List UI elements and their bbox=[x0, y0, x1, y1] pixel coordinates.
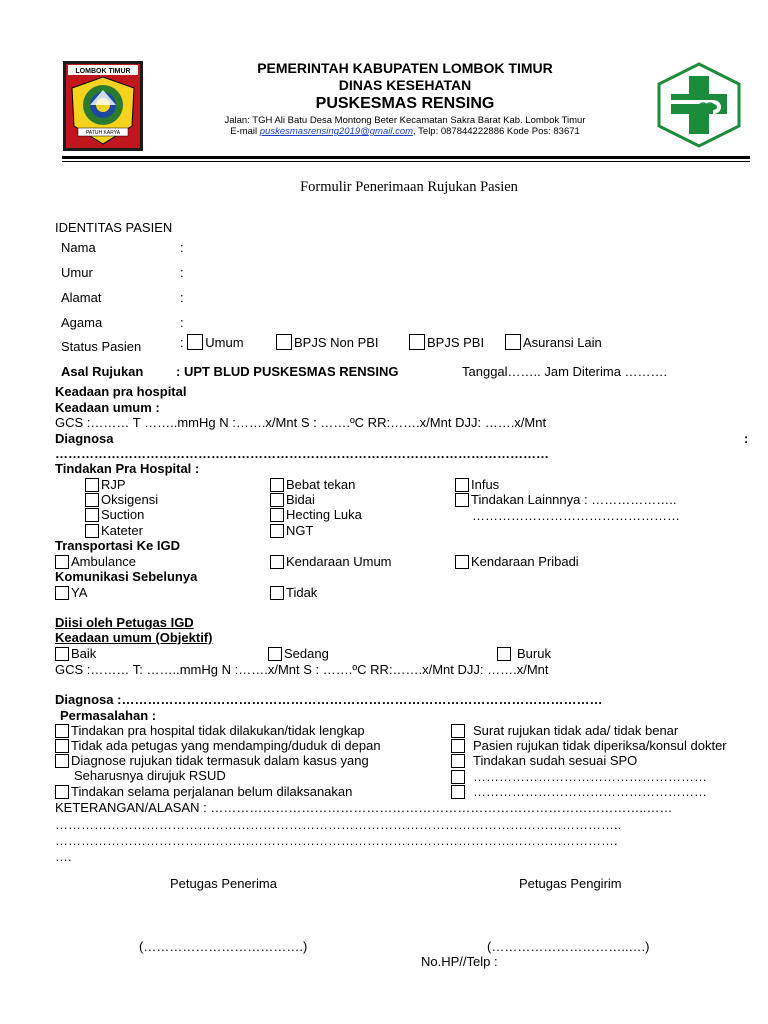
checkbox-bebat-tekan[interactable] bbox=[270, 478, 284, 492]
keterangan-line-3: …………………………………………………………………………………………………………………. bbox=[55, 833, 618, 848]
tindakan-oksigensi-row bbox=[85, 492, 158, 507]
tindakan-hecting-luka: Hecting Luka bbox=[286, 507, 362, 522]
pra-vitals: GCS :……… T ……..mmHg N :…….x/Mnt S : …….ºC RR:…….x/Mnt DJJ: …….x/Mnt bbox=[55, 415, 547, 430]
header-address: Jalan: TGH Ali Batu Desa Montong Beter Kecamatan Sakra Barat Kab. Lombok Timur bbox=[224, 115, 586, 126]
igd-buruk: Buruk bbox=[517, 646, 551, 661]
email-label: E-mail bbox=[230, 126, 258, 137]
masalah-right-4: ……………………………………………… bbox=[473, 769, 707, 784]
colon-alamat: : bbox=[180, 290, 184, 305]
checkbox-kateter[interactable] bbox=[85, 524, 99, 538]
igd-baik-row bbox=[55, 646, 96, 661]
checkbox-masalah-left-3[interactable] bbox=[55, 754, 69, 768]
checkbox-masalah-right-4[interactable] bbox=[451, 770, 465, 784]
tindakan-hecting-row bbox=[270, 507, 362, 522]
komunikasi-heading: Komunikasi Sebelunya bbox=[55, 569, 198, 584]
masalah-left-2-row bbox=[55, 738, 381, 753]
logo-left-motto: PATUH KARYA bbox=[85, 130, 121, 136]
checkbox-masalah-right-2[interactable] bbox=[451, 739, 465, 753]
tindakan-lainnya-row bbox=[455, 492, 676, 507]
checkbox-infus[interactable] bbox=[455, 478, 469, 492]
masalah-left-3-row bbox=[55, 753, 369, 768]
transport-pribadi-row bbox=[455, 554, 579, 569]
label-alamat: Alamat bbox=[61, 290, 102, 305]
transport-heading: Transportasi Ke IGD bbox=[55, 538, 180, 553]
keterangan-line-1: KETERANGAN/ALASAN : ………………………………………………………………………………………..…… bbox=[55, 800, 673, 815]
status-bpjs-nonpbi: BPJS Non PBI bbox=[294, 335, 379, 350]
petugas-pengirim-label: Petugas Pengirim bbox=[519, 876, 622, 891]
checkbox-masalah-right-5[interactable] bbox=[451, 785, 465, 799]
checkbox-bidai[interactable] bbox=[270, 493, 284, 507]
checkbox-rjp[interactable] bbox=[85, 478, 99, 492]
email-link[interactable]: puskesmasrensing2019@gmail.com bbox=[259, 126, 414, 137]
checkbox-ya[interactable] bbox=[55, 586, 69, 600]
masalah-left-1: Tindakan pra hospital tidak dilakukan/tidak lengkap bbox=[71, 723, 365, 738]
igd-sedang: Sedang bbox=[284, 646, 329, 661]
masalah-right-1-row bbox=[451, 723, 678, 738]
form-title: Formulir Penerimaan Rujukan Pasien bbox=[300, 179, 518, 195]
checkbox-masalah-left-4[interactable] bbox=[55, 785, 69, 799]
komunikasi-ya: YA bbox=[71, 585, 88, 600]
colon-nama: : bbox=[180, 240, 184, 255]
igd-vitals: GCS :……… T: ……..mmHg N :…….x/Mnt S : …….ºC RR:…….x/Mnt DJJ: …….x/Mnt bbox=[55, 662, 549, 677]
checkbox-ngt[interactable] bbox=[270, 524, 284, 538]
igd-sedang-row bbox=[268, 646, 329, 661]
checkbox-hecting-luka[interactable] bbox=[270, 508, 284, 522]
pra-diagnosa: Diagnosa bbox=[55, 431, 114, 446]
komunikasi-tidak: Tidak bbox=[286, 585, 318, 600]
igd-keadaan-umum: Keadaan umum (Objektif) bbox=[55, 630, 213, 645]
checkbox-tindakan-lainnya[interactable] bbox=[455, 493, 469, 507]
keterangan-line-2: ………………………………………………………………………………………………………………….. bbox=[55, 817, 622, 832]
tindakan-suction-row bbox=[85, 507, 144, 522]
checkbox-masalah-left-2[interactable] bbox=[55, 739, 69, 753]
colon-umur: : bbox=[180, 265, 184, 280]
tindakan-rjp-row bbox=[85, 477, 126, 492]
pengirim-phone-label: No.HP//Telp : bbox=[421, 954, 498, 969]
identitas-heading: IDENTITAS PASIEN bbox=[55, 220, 173, 235]
tindakan-bidai-row bbox=[270, 492, 315, 507]
tindakan-infus: Infus bbox=[471, 477, 500, 492]
checkbox-buruk[interactable] bbox=[497, 647, 511, 661]
header-puskesmas: PUSKESMAS RENSING bbox=[315, 95, 495, 112]
masalah-right-2-row bbox=[451, 738, 727, 753]
status-bpjs-pbi-row bbox=[409, 334, 484, 350]
tindakan-bidai: Bidai bbox=[286, 492, 315, 507]
pra-heading: Keadaan pra hospital bbox=[55, 384, 187, 399]
tanggal-jam: Tanggal…….. Jam Diterima ………. bbox=[462, 364, 668, 379]
signature-blank-pengirim: (…………………………..….) bbox=[487, 939, 650, 954]
komunikasi-tidak-row bbox=[270, 585, 317, 600]
checkbox-tidak[interactable] bbox=[270, 586, 284, 600]
tindakan-kateter: Kateter bbox=[101, 523, 143, 538]
masalah-right-5: ……………………………………………… bbox=[473, 784, 707, 799]
masalah-right-5-row bbox=[451, 784, 707, 799]
masalah-right-2: Pasien rujukan tidak diperiksa/konsul dokter bbox=[473, 738, 727, 753]
checkbox-umum[interactable] bbox=[187, 334, 203, 350]
header-government: PEMERINTAH KABUPATEN LOMBOK TIMUR bbox=[257, 60, 553, 76]
colon-status: : bbox=[180, 335, 184, 350]
masalah-left-4: Tindakan selama perjalanan belum dilaksanakan bbox=[71, 784, 353, 799]
tindakan-kateter-row bbox=[85, 523, 143, 538]
igd-buruk-row bbox=[497, 646, 551, 661]
tindakan-suction: Suction bbox=[101, 507, 145, 522]
masalah-right-3-row bbox=[451, 753, 637, 768]
igd-diagnosa: Diagnosa :………………………………………………………………………………………………… bbox=[55, 692, 603, 707]
phone-postal: , Telp: 087844222886 Kode Pos: 83671 bbox=[413, 126, 580, 137]
checkbox-sedang[interactable] bbox=[268, 647, 282, 661]
checkbox-ambulance[interactable] bbox=[55, 555, 69, 569]
pra-diagnosa-colon: : bbox=[744, 431, 749, 446]
lombok-timur-emblem bbox=[62, 60, 144, 152]
label-asal-rujukan: Asal Rujukan bbox=[61, 364, 144, 379]
status-asuransi-row bbox=[505, 334, 602, 350]
transport-ambulance: Ambulance bbox=[71, 554, 137, 569]
pra-keadaan-umum: Keadaan umum : bbox=[55, 400, 160, 415]
transport-umum-row bbox=[270, 554, 392, 569]
label-status-pasien: Status Pasien bbox=[61, 339, 142, 354]
checkbox-masalah-right-3[interactable] bbox=[451, 754, 465, 768]
tindakan-ngt-row bbox=[270, 523, 313, 538]
checkbox-baik[interactable] bbox=[55, 647, 69, 661]
checkbox-bpjs-nonpbi[interactable] bbox=[276, 334, 292, 350]
logo-left-title: LOMBOK TIMUR bbox=[75, 68, 131, 75]
tindakan-bebat-row bbox=[270, 477, 355, 492]
status-bpjs-nonpbi-row bbox=[276, 334, 379, 350]
asal-rujukan-value: : UPT BLUD PUSKESMAS RENSING bbox=[176, 364, 399, 379]
header-rule-thin bbox=[62, 161, 750, 162]
checkbox-masalah-left-1[interactable] bbox=[55, 724, 69, 738]
checkbox-bpjs-pbi[interactable] bbox=[409, 334, 425, 350]
tindakan-heading: Tindakan Pra Hospital : bbox=[55, 461, 200, 476]
status-row bbox=[180, 334, 244, 350]
masalah-left-1-row bbox=[55, 723, 365, 738]
masalah-left-2: Tidak ada petugas yang mendamping/duduk di depan bbox=[71, 738, 381, 753]
header-rule-thick bbox=[62, 156, 750, 159]
checkbox-asuransi-lain[interactable] bbox=[505, 334, 521, 350]
header-contact-line bbox=[160, 126, 650, 137]
igd-baik: Baik bbox=[71, 646, 97, 661]
status-umum: Umum bbox=[205, 335, 244, 350]
label-agama: Agama bbox=[61, 315, 103, 330]
petugas-penerima-label: Petugas Penerima bbox=[170, 876, 277, 891]
keterangan-line-4: …. bbox=[55, 849, 72, 864]
checkbox-kendaraan-umum[interactable] bbox=[270, 555, 284, 569]
masalah-right-1: Surat rujukan tidak ada/ tidak benar bbox=[473, 723, 679, 738]
transport-kendaraan-umum: Kendaraan Umum bbox=[286, 554, 392, 569]
checkbox-masalah-right-1[interactable] bbox=[451, 724, 465, 738]
tindakan-lainnya: Tindakan Lainnnya : ……………….. bbox=[471, 492, 677, 507]
masalah-left-4-row bbox=[55, 784, 352, 799]
transport-ambulance-row bbox=[55, 554, 136, 569]
pra-diagnosa-dots: …………………………………………………………………………………………………… bbox=[55, 446, 549, 461]
colon-agama: : bbox=[180, 315, 184, 330]
transport-kendaraan-pribadi: Kendaraan Pribadi bbox=[471, 554, 579, 569]
masalah-left-3: Diagnose rujukan tidak termasuk dalam kasus yang bbox=[71, 753, 369, 768]
tindakan-oksigensi: Oksigensi bbox=[101, 492, 159, 507]
status-bpjs-pbi: BPJS PBI bbox=[427, 335, 485, 350]
tindakan-lainnya-dots: ………………………………………… bbox=[472, 508, 680, 523]
checkbox-suction[interactable] bbox=[85, 508, 99, 522]
status-asuransi-lain: Asuransi Lain bbox=[523, 335, 602, 350]
label-umur: Umur bbox=[61, 265, 93, 280]
permasalahan-heading: Permasalahan : bbox=[60, 708, 157, 723]
signature-blank-penerima: (……………………………….) bbox=[139, 939, 308, 954]
checkbox-oksigensi[interactable] bbox=[85, 493, 99, 507]
masalah-right-3: Tindakan sudah sesuai SPO bbox=[473, 753, 638, 768]
tindakan-infus-row bbox=[455, 477, 499, 492]
label-nama: Nama bbox=[61, 240, 96, 255]
header-department: DINAS KESEHATAN bbox=[338, 77, 472, 93]
tindakan-rjp: RJP bbox=[101, 477, 126, 492]
tindakan-ngt: NGT bbox=[286, 523, 314, 538]
masalah-left-3-cont: Seharusnya dirujuk RSUD bbox=[74, 768, 226, 783]
masalah-right-4-row bbox=[451, 769, 707, 784]
igd-heading: Diisi oleh Petugas IGD bbox=[55, 615, 194, 630]
puskesmas-logo bbox=[655, 62, 743, 148]
checkbox-kendaraan-pribadi[interactable] bbox=[455, 555, 469, 569]
tindakan-bebat-tekan: Bebat tekan bbox=[286, 477, 356, 492]
komunikasi-ya-row bbox=[55, 585, 87, 600]
